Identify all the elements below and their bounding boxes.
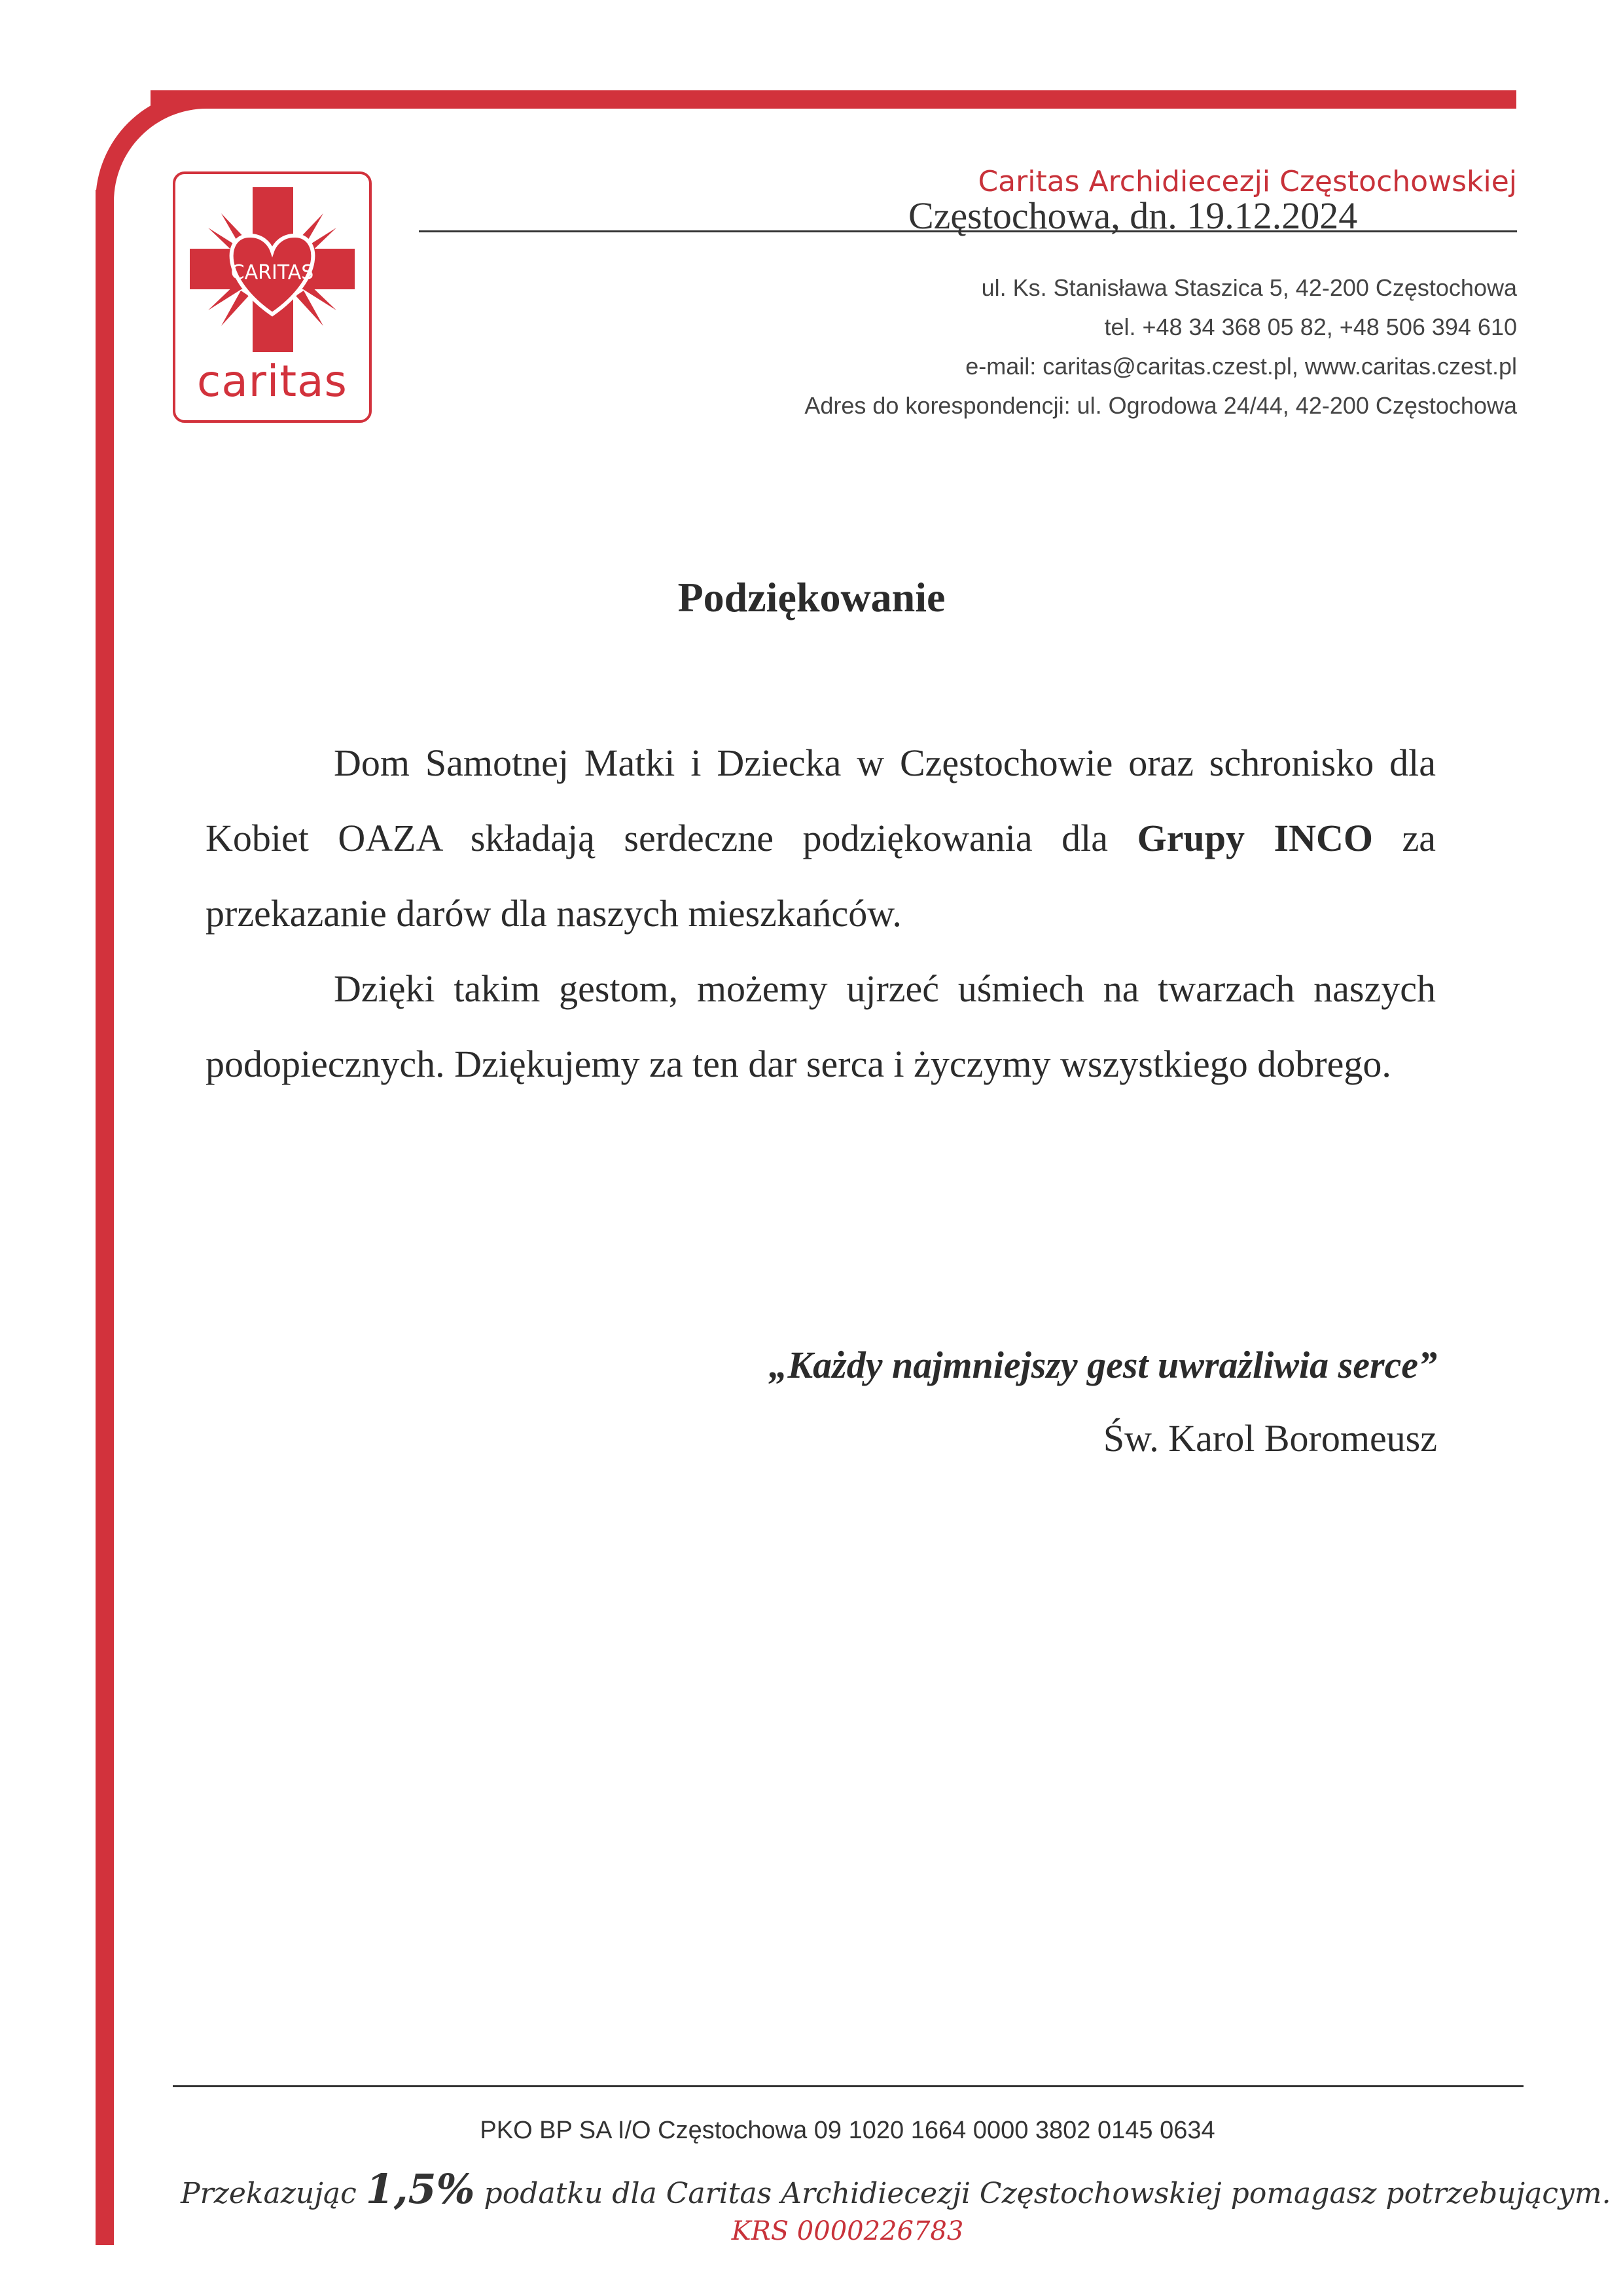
body-paragraph-1-text: Dom Samotnej Matki i Dziecka w Częstochowie oraz schronisko dla Kobiet OAZA składają serdeczne podziękowania dla [205, 742, 1436, 859]
recipient-name: Grupy INCO [1137, 817, 1373, 859]
logo-wordmark: caritas [197, 356, 348, 406]
caritas-heart-cross-icon [175, 174, 369, 357]
closing-quote: „Każdy najmniejszy gest uwrażliwia serce” [768, 1344, 1437, 1386]
letterhead-frame-left [96, 190, 114, 2245]
closing-quote-block [768, 1329, 1437, 1475]
body-paragraph-1-end: za przekazanie darów dla naszych mieszkańców. [205, 817, 1436, 935]
body-paragraph-2: Dzięki takim gestom, możemy ujrzeć uśmiech na twarzach naszych podopiecznych. Dziękujemy za ten dar serca i życzymy wszystkiego dobrego. [205, 967, 1436, 1085]
letter-title: Podziękowanie [677, 574, 946, 620]
phone-line: tel. +48 34 368 05 82, +48 506 394 610 [1104, 314, 1517, 340]
tax-note-end: podatku dla Caritas Archidiecezji Częstochowskiej pomagasz potrzebującym. [474, 2177, 1611, 2210]
footer-divider [173, 2085, 1524, 2087]
letterhead-frame-top [151, 90, 1516, 109]
caritas-logo [173, 171, 372, 423]
logo-cross-label: CARITAS [230, 261, 314, 284]
body-paragraph-1 [205, 725, 1436, 951]
quote-author: Św. Karol Boromeusz [1103, 1417, 1437, 1460]
address-line: ul. Ks. Stanisława Staszica 5, 42-200 Częstochowa [981, 274, 1517, 301]
correspondence-address-line: Adres do korespondencji: ul. Ogrodowa 24/44, 42-200 Częstochowa [804, 392, 1517, 419]
krs-number: KRS 0000226783 [731, 2216, 964, 2246]
bank-account: PKO BP SA I/O Częstochowa 09 1020 1664 0000 3802 0145 0634 [480, 2117, 1215, 2144]
letter-date: Częstochowa, dn. 19.12.2024 [908, 194, 1358, 237]
tax-note-start: Przekazując [181, 2177, 366, 2210]
letter-body [205, 725, 1436, 1102]
contact-address-block [804, 268, 1517, 425]
tax-percent: 1,5% [365, 2165, 475, 2213]
email-web-line: e-mail: caritas@caritas.czest.pl, www.caritas.czest.pl [965, 353, 1517, 380]
organization-name: Caritas Archidiecezji Częstochowskiej [978, 165, 1517, 198]
tax-donation-note [181, 2165, 1611, 2213]
